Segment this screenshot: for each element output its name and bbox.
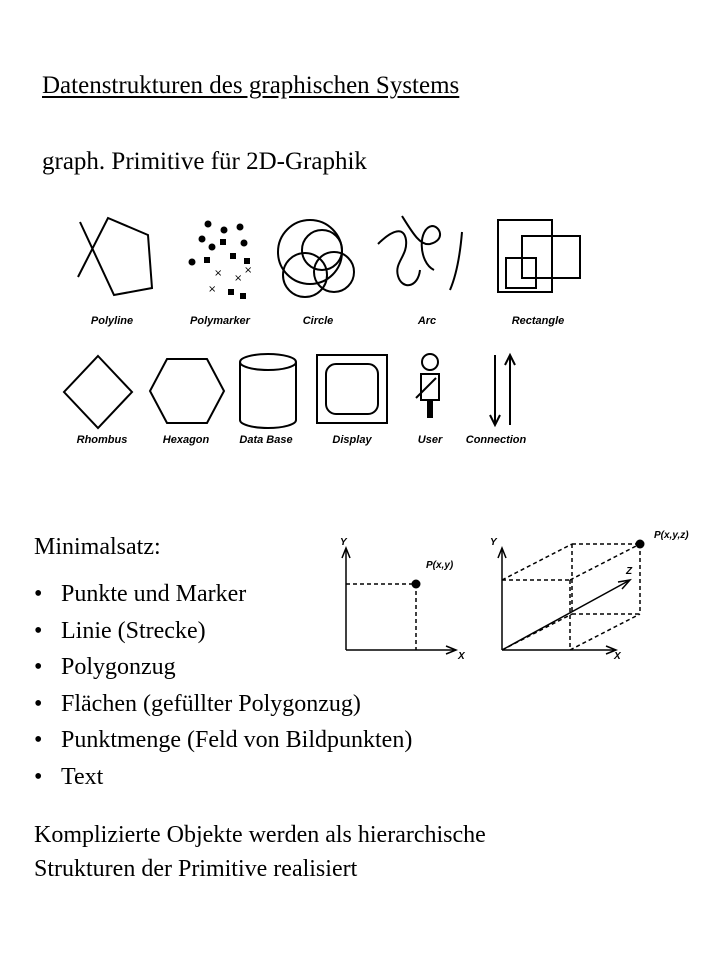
diagram-3d-x-label: X: [614, 651, 621, 662]
bullet-symbol: •: [34, 654, 43, 680]
arc-icon: [378, 216, 462, 290]
connection-icon: [490, 355, 515, 425]
database-icon: [240, 354, 296, 428]
conclusion-text: [34, 818, 674, 886]
diagram-2d-x-label: X: [458, 651, 465, 662]
caption-rectangle: Rectangle: [511, 315, 565, 327]
hexagon-icon: [150, 359, 224, 423]
diagram-3d-z-label: Z: [626, 566, 633, 577]
diagram-2d-y-label: Y: [340, 537, 347, 548]
page-title: Datenstrukturen des graphischen Systems: [42, 72, 460, 99]
caption-display: Display: [332, 434, 372, 446]
polymarker-icon: [189, 221, 253, 300]
user-icon: [416, 354, 439, 400]
svg-text:×: ×: [234, 273, 243, 284]
bullet-symbol: •: [34, 690, 43, 717]
conclusion-line: Komplizierte Objekte werden als hierarchische: [34, 822, 486, 848]
caption-circle: Circle: [302, 315, 334, 327]
primitives-figure: [0, 0, 720, 470]
list-item-text: Polygonzug: [61, 654, 176, 680]
polyline-icon: [78, 218, 152, 295]
page-subtitle: graph. Primitive für 2D-Graphik: [42, 148, 367, 175]
list-item: [34, 722, 412, 759]
caption-arc: Arc: [417, 315, 437, 327]
list-item-text: Linie (Strecke): [61, 617, 206, 644]
list-item: [34, 686, 412, 723]
bullet-symbol: •: [34, 763, 43, 790]
bullet-symbol: •: [34, 617, 43, 644]
svg-text:×: ×: [208, 284, 217, 295]
list-item-text: Punktmenge (Feld von Bildpunkten): [61, 727, 413, 753]
caption-hexagon: Hexagon: [162, 434, 210, 446]
caption-user: User: [417, 434, 443, 446]
point-3d-marker: [636, 540, 645, 549]
conclusion-line: Strukturen der Primitive realisiert: [34, 856, 358, 882]
rectangle-icon: [498, 220, 580, 292]
diagram-2d: [300, 528, 460, 663]
caption-connection: Connection: [465, 434, 527, 446]
point-2d-marker: [412, 580, 421, 589]
list-item-text: Punkte und Marker: [61, 581, 247, 607]
bullet-symbol: •: [34, 581, 43, 607]
diagram-3d-point-label: P(x,y,z): [654, 530, 689, 541]
list-item: [34, 759, 412, 796]
caption-polymarker: Polymarker: [190, 315, 250, 327]
list-item-text: Text: [61, 763, 104, 790]
rhombus-icon: [64, 356, 132, 428]
list-item-text: Flächen (gefüllter Polygonzug): [61, 690, 361, 717]
minimal-set-heading: Minimalsatz:: [34, 534, 161, 560]
caption-database: Data Base: [239, 434, 293, 446]
diagram-3d: [470, 528, 720, 663]
bullet-symbol: •: [34, 727, 43, 753]
circle-icon: [278, 220, 354, 297]
display-icon: [317, 355, 387, 423]
caption-rhombus: Rhombus: [76, 434, 128, 446]
diagram-3d-y-label: Y: [490, 537, 497, 548]
caption-polyline: Polyline: [90, 315, 134, 327]
svg-text:×: ×: [244, 265, 253, 276]
svg-text:×: ×: [214, 268, 223, 279]
diagram-2d-point-label: P(x,y): [426, 560, 454, 571]
